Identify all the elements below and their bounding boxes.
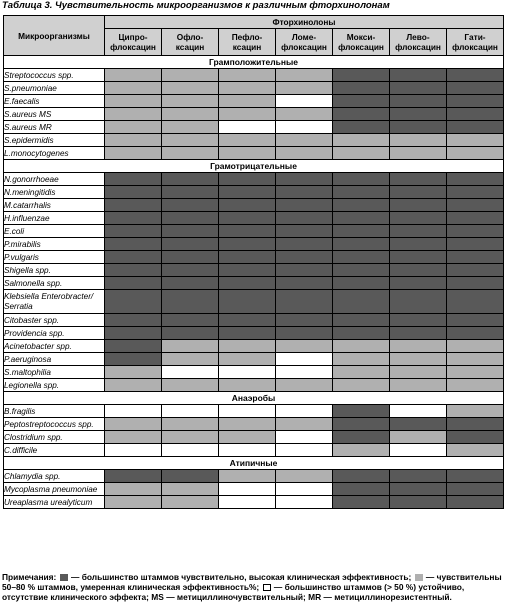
- sensitivity-cell: [447, 147, 504, 160]
- table-row: [4, 212, 504, 225]
- section-title: Атипичные: [4, 457, 504, 470]
- organism-name: S.maltophilia: [4, 366, 105, 379]
- sensitivity-cell: [105, 69, 162, 82]
- organism-name: Citobaster spp.: [4, 314, 105, 327]
- table-row: [4, 444, 504, 457]
- organism-name: L.monocytogenes: [4, 147, 105, 160]
- sensitivity-cell: [333, 199, 390, 212]
- sensitivity-cell: [333, 496, 390, 509]
- sensitivity-cell: [276, 69, 333, 82]
- sensitivity-cell: [219, 314, 276, 327]
- sensitivity-cell: [219, 444, 276, 457]
- sensitivity-cell: [333, 483, 390, 496]
- table-row: [4, 225, 504, 238]
- sensitivity-cell: [390, 366, 447, 379]
- sensitivity-cell: [447, 405, 504, 418]
- organism-name: C.difficile: [4, 444, 105, 457]
- table-row: [4, 173, 504, 186]
- sensitivity-cell: [105, 225, 162, 238]
- sensitivity-cell: [276, 366, 333, 379]
- section-row: [4, 392, 504, 405]
- sensitivity-cell: [333, 418, 390, 431]
- sensitivity-cell: [447, 264, 504, 277]
- sensitivity-cell: [162, 431, 219, 444]
- sensitivity-cell: [105, 82, 162, 95]
- sensitivity-cell: [276, 314, 333, 327]
- sensitivity-cell: [390, 95, 447, 108]
- sensitivity-cell: [162, 238, 219, 251]
- sensitivity-cell: [447, 173, 504, 186]
- organism-name: P.aeruginosa: [4, 353, 105, 366]
- sensitivity-cell: [276, 238, 333, 251]
- sensitivity-cell: [219, 212, 276, 225]
- sensitivity-cell: [219, 225, 276, 238]
- sensitivity-cell: [333, 69, 390, 82]
- sensitivity-cell: [447, 277, 504, 290]
- legend-white-text: — большинство штаммов (> 50 %) устойчиво, отсутствие клинического эффекта;: [2, 582, 465, 602]
- sensitivity-cell: [390, 405, 447, 418]
- sensitivity-cell: [105, 470, 162, 483]
- sensitivity-cell: [447, 134, 504, 147]
- sensitivity-cell: [276, 264, 333, 277]
- sensitivity-cell: [276, 431, 333, 444]
- organism-name: Chlamydia spp.: [4, 470, 105, 483]
- sensitivity-cell: [105, 134, 162, 147]
- sensitivity-cell: [390, 340, 447, 353]
- column-header: Пефло- ксацин: [219, 29, 276, 56]
- sensitivity-cell: [333, 340, 390, 353]
- sensitivity-cell: [333, 264, 390, 277]
- sensitivity-cell: [219, 431, 276, 444]
- sensitivity-cell: [276, 199, 333, 212]
- table-row: [4, 418, 504, 431]
- sensitivity-cell: [276, 108, 333, 121]
- sensitivity-cell: [333, 212, 390, 225]
- sensitivity-cell: [390, 225, 447, 238]
- sensitivity-cell: [219, 418, 276, 431]
- sensitivity-cell: [105, 186, 162, 199]
- sensitivity-cell: [390, 251, 447, 264]
- sensitivity-cell: [447, 225, 504, 238]
- sensitivity-cell: [105, 340, 162, 353]
- sensitivity-cell: [276, 405, 333, 418]
- organism-name: Providencia spp.: [4, 327, 105, 340]
- sensitivity-cell: [162, 212, 219, 225]
- table-row: [4, 379, 504, 392]
- organism-name: N.meningitidis: [4, 186, 105, 199]
- sensitivity-cell: [219, 147, 276, 160]
- sensitivity-cell: [333, 366, 390, 379]
- sensitivity-cell: [390, 444, 447, 457]
- sensitivity-cell: [447, 251, 504, 264]
- organism-name: P.mirabilis: [4, 238, 105, 251]
- table-row: [4, 431, 504, 444]
- sensitivity-cell: [105, 277, 162, 290]
- sensitivity-cell: [162, 173, 219, 186]
- legend-abbr-text: MS — метициллиночувствительный; MR — метициллинорезистентный.: [148, 592, 452, 602]
- sensitivity-cell: [105, 290, 162, 314]
- sensitivity-cell: [333, 470, 390, 483]
- sensitivity-cell: [276, 121, 333, 134]
- sensitivity-cell: [333, 444, 390, 457]
- table-row: [4, 251, 504, 264]
- sensitivity-cell: [219, 379, 276, 392]
- sensitivity-cell: [333, 173, 390, 186]
- organism-name: E.faecalis: [4, 95, 105, 108]
- sensitivity-cell: [162, 444, 219, 457]
- legend-medium-text: — чувствительны 50–80 % штаммов, умеренная клиническая эффективность%;: [2, 572, 502, 592]
- sensitivity-cell: [390, 134, 447, 147]
- sensitivity-cell: [447, 379, 504, 392]
- sensitivity-cell: [162, 264, 219, 277]
- fluoroquinolones-header: Фторхинолоны: [105, 16, 504, 29]
- sensitivity-cell: [390, 314, 447, 327]
- sensitivity-cell: [105, 327, 162, 340]
- sensitivity-cell: [333, 251, 390, 264]
- sensitivity-cell: [276, 444, 333, 457]
- legend-medium-swatch: [415, 574, 423, 581]
- sensitivity-cell: [447, 314, 504, 327]
- sensitivity-cell: [219, 470, 276, 483]
- sensitivity-cell: [162, 225, 219, 238]
- sensitivity-cell: [219, 82, 276, 95]
- sensitivity-cell: [276, 212, 333, 225]
- sensitivity-cell: [447, 431, 504, 444]
- sensitivity-cell: [390, 431, 447, 444]
- table-row: [4, 470, 504, 483]
- table-row: [4, 496, 504, 509]
- sensitivity-cell: [105, 199, 162, 212]
- sensitivity-cell: [162, 147, 219, 160]
- table-row: [4, 405, 504, 418]
- sensitivity-cell: [333, 405, 390, 418]
- legend-dark-text: — большинство штаммов чувствительно, высокая клиническая эффективность;: [68, 572, 412, 582]
- sensitivity-cell: [447, 327, 504, 340]
- sensitivity-cell: [333, 353, 390, 366]
- sensitivity-cell: [276, 173, 333, 186]
- sensitivity-cell: [390, 277, 447, 290]
- sensitivity-cell: [276, 277, 333, 290]
- sensitivity-cell: [390, 238, 447, 251]
- sensitivity-cell: [162, 121, 219, 134]
- table-row: [4, 290, 504, 314]
- sensitivity-cell: [276, 496, 333, 509]
- notes-label: Примечания:: [2, 572, 57, 582]
- sensitivity-cell: [162, 186, 219, 199]
- sensitivity-cell: [162, 277, 219, 290]
- organism-name: Klebsiella Enterobracter/ Serratia: [4, 290, 105, 314]
- sensitivity-cell: [390, 82, 447, 95]
- sensitivity-cell: [447, 483, 504, 496]
- sensitivity-cell: [105, 431, 162, 444]
- sensitivity-cell: [276, 225, 333, 238]
- sensitivity-cell: [105, 379, 162, 392]
- sensitivity-cell: [162, 251, 219, 264]
- section-title: Грамположительные: [4, 56, 504, 69]
- sensitivity-cell: [105, 483, 162, 496]
- sensitivity-cell: [276, 340, 333, 353]
- table-row: [4, 264, 504, 277]
- organism-name: H.influenzae: [4, 212, 105, 225]
- sensitivity-cell: [219, 186, 276, 199]
- sensitivity-cell: [162, 483, 219, 496]
- sensitivity-cell: [219, 483, 276, 496]
- section-title: Анаэробы: [4, 392, 504, 405]
- sensitivity-cell: [333, 431, 390, 444]
- sensitivity-cell: [333, 290, 390, 314]
- sensitivity-cell: [390, 290, 447, 314]
- sensitivity-cell: [219, 199, 276, 212]
- sensitivity-cell: [105, 95, 162, 108]
- sensitivity-cell: [390, 353, 447, 366]
- sensitivity-cell: [162, 69, 219, 82]
- sensitivity-cell: [219, 134, 276, 147]
- sensitivity-cell: [105, 366, 162, 379]
- sensitivity-cell: [105, 212, 162, 225]
- section-row: [4, 160, 504, 173]
- sensitivity-cell: [390, 147, 447, 160]
- table-row: [4, 353, 504, 366]
- sensitivity-cell: [162, 353, 219, 366]
- organism-name: Acinetobacter spp.: [4, 340, 105, 353]
- sensitivity-cell: [219, 290, 276, 314]
- sensitivity-cell: [219, 69, 276, 82]
- sensitivity-cell: [276, 147, 333, 160]
- sensitivity-cell: [447, 418, 504, 431]
- sensitivity-cell: [333, 277, 390, 290]
- section-row: [4, 457, 504, 470]
- sensitivity-cell: [447, 186, 504, 199]
- sensitivity-cell: [447, 95, 504, 108]
- table-body: [4, 56, 504, 509]
- sensitivity-cell: [105, 238, 162, 251]
- organism-name: P.vulgaris: [4, 251, 105, 264]
- sensitivity-cell: [162, 366, 219, 379]
- legend-dark-swatch: [60, 574, 68, 581]
- sensitivity-cell: [447, 212, 504, 225]
- column-header: Ципро- флоксацин: [105, 29, 162, 56]
- organism-name: N.gonorrhoeae: [4, 173, 105, 186]
- sensitivity-cell: [219, 95, 276, 108]
- table-row: [4, 121, 504, 134]
- sensitivity-cell: [447, 444, 504, 457]
- table-row: [4, 327, 504, 340]
- table-caption: Таблица 3. Чувствительность микроорганизмов к различным фторхинолонам: [2, 0, 390, 11]
- organism-name: M.catarrhalis: [4, 199, 105, 212]
- sensitivity-cell: [333, 327, 390, 340]
- sensitivity-cell: [447, 340, 504, 353]
- sensitivity-cell: [447, 496, 504, 509]
- sensitivity-cell: [447, 108, 504, 121]
- organism-name: Mycoplasma pneumoniae: [4, 483, 105, 496]
- sensitivity-cell: [162, 340, 219, 353]
- column-header: Гати- флоксацин: [447, 29, 504, 56]
- sensitivity-cell: [219, 405, 276, 418]
- sensitivity-cell: [276, 418, 333, 431]
- sensitivity-cell: [162, 496, 219, 509]
- table-row: [4, 82, 504, 95]
- sensitivity-cell: [219, 251, 276, 264]
- sensitivity-cell: [333, 225, 390, 238]
- table-row: [4, 69, 504, 82]
- sensitivity-cell: [162, 108, 219, 121]
- sensitivity-cell: [162, 314, 219, 327]
- sensitivity-cell: [333, 238, 390, 251]
- sensitivity-cell: [447, 69, 504, 82]
- table-row: [4, 314, 504, 327]
- sensitivity-cell: [105, 405, 162, 418]
- organism-name: Shigella spp.: [4, 264, 105, 277]
- sensitivity-cell: [276, 95, 333, 108]
- legend-white-swatch: [263, 584, 271, 591]
- organism-name: Clostridium spp.: [4, 431, 105, 444]
- sensitivity-cell: [105, 251, 162, 264]
- sensitivity-cell: [447, 353, 504, 366]
- sensitivity-cell: [390, 212, 447, 225]
- sensitivity-cell: [276, 290, 333, 314]
- sensitivity-cell: [219, 327, 276, 340]
- sensitivity-cell: [390, 173, 447, 186]
- section-title: Грамотрицательные: [4, 160, 504, 173]
- column-header: Лево- флоксацин: [390, 29, 447, 56]
- sensitivity-cell: [390, 199, 447, 212]
- sensitivity-cell: [276, 186, 333, 199]
- organism-name: S.pneumoniae: [4, 82, 105, 95]
- organism-name: B.fragilis: [4, 405, 105, 418]
- sensitivity-cell: [105, 353, 162, 366]
- table-row: [4, 483, 504, 496]
- table-row: [4, 134, 504, 147]
- organism-name: Streptococcus spp.: [4, 69, 105, 82]
- table-row: [4, 238, 504, 251]
- sensitivity-cell: [447, 238, 504, 251]
- table-row: [4, 186, 504, 199]
- sensitivity-cell: [390, 186, 447, 199]
- sensitivity-cell: [276, 379, 333, 392]
- sensitivity-cell: [333, 121, 390, 134]
- sensitivity-cell: [276, 251, 333, 264]
- column-header: Ломе- флоксацин: [276, 29, 333, 56]
- sensitivity-cell: [219, 121, 276, 134]
- table-row: [4, 340, 504, 353]
- table-row: [4, 108, 504, 121]
- sensitivity-cell: [162, 199, 219, 212]
- sensitivity-cell: [105, 264, 162, 277]
- sensitivity-cell: [105, 173, 162, 186]
- sensitivity-cell: [390, 264, 447, 277]
- sensitivity-cell: [105, 418, 162, 431]
- sensitivity-cell: [390, 483, 447, 496]
- sensitivity-cell: [219, 173, 276, 186]
- table-row: [4, 199, 504, 212]
- sensitivity-cell: [219, 496, 276, 509]
- sensitivity-cell: [105, 444, 162, 457]
- sensitivity-cell: [276, 134, 333, 147]
- sensitivity-cell: [333, 82, 390, 95]
- sensitivity-cell: [390, 327, 447, 340]
- sensitivity-cell: [333, 108, 390, 121]
- section-row: [4, 56, 504, 69]
- sensitivity-cell: [105, 496, 162, 509]
- sensitivity-cell: [219, 277, 276, 290]
- sensitivity-cell: [162, 327, 219, 340]
- sensitivity-cell: [105, 108, 162, 121]
- sensitivity-cell: [333, 134, 390, 147]
- sensitivity-cell: [219, 264, 276, 277]
- organism-name: Peptostreptococcus spp.: [4, 418, 105, 431]
- sensitivity-cell: [333, 186, 390, 199]
- column-header: Офло- ксацин: [162, 29, 219, 56]
- sensitivity-cell: [390, 121, 447, 134]
- sensitivity-cell: [333, 379, 390, 392]
- sensitivity-cell: [390, 418, 447, 431]
- sensitivity-cell: [390, 496, 447, 509]
- sensitivity-cell: [333, 95, 390, 108]
- sensitivity-cell: [276, 353, 333, 366]
- sensitivity-cell: [162, 95, 219, 108]
- sensitivity-cell: [219, 340, 276, 353]
- sensitivity-cell: [219, 108, 276, 121]
- sensitivity-cell: [447, 366, 504, 379]
- sensitivity-cell: [162, 134, 219, 147]
- table-row: [4, 366, 504, 379]
- organism-name: S.aureus MR: [4, 121, 105, 134]
- sensitivity-table: [3, 15, 504, 509]
- sensitivity-cell: [390, 379, 447, 392]
- organism-name: S.aureus MS: [4, 108, 105, 121]
- sensitivity-cell: [276, 483, 333, 496]
- sensitivity-cell: [276, 470, 333, 483]
- sensitivity-cell: [162, 379, 219, 392]
- sensitivity-cell: [219, 366, 276, 379]
- sensitivity-cell: [105, 147, 162, 160]
- organisms-header: Микроорганизмы: [4, 16, 105, 56]
- sensitivity-cell: [333, 147, 390, 160]
- sensitivity-cell: [276, 82, 333, 95]
- sensitivity-cell: [219, 353, 276, 366]
- table-row: [4, 147, 504, 160]
- table-row: [4, 95, 504, 108]
- sensitivity-cell: [219, 238, 276, 251]
- organism-name: Ureaplasma urealyticum: [4, 496, 105, 509]
- sensitivity-cell: [390, 69, 447, 82]
- table-notes: [2, 572, 502, 602]
- sensitivity-cell: [390, 470, 447, 483]
- organism-name: E.coli: [4, 225, 105, 238]
- sensitivity-cell: [162, 82, 219, 95]
- sensitivity-cell: [276, 327, 333, 340]
- sensitivity-cell: [447, 290, 504, 314]
- sensitivity-cell: [162, 405, 219, 418]
- sensitivity-cell: [105, 121, 162, 134]
- organism-name: S.epidermidis: [4, 134, 105, 147]
- sensitivity-cell: [447, 199, 504, 212]
- sensitivity-cell: [162, 290, 219, 314]
- sensitivity-cell: [390, 108, 447, 121]
- organism-name: Salmonella spp.: [4, 277, 105, 290]
- sensitivity-cell: [447, 470, 504, 483]
- table-row: [4, 277, 504, 290]
- sensitivity-cell: [333, 314, 390, 327]
- column-header: Мокси- флоксацин: [333, 29, 390, 56]
- sensitivity-cell: [162, 470, 219, 483]
- organism-name: Legionella spp.: [4, 379, 105, 392]
- sensitivity-cell: [447, 82, 504, 95]
- sensitivity-cell: [162, 418, 219, 431]
- sensitivity-cell: [105, 314, 162, 327]
- sensitivity-cell: [447, 121, 504, 134]
